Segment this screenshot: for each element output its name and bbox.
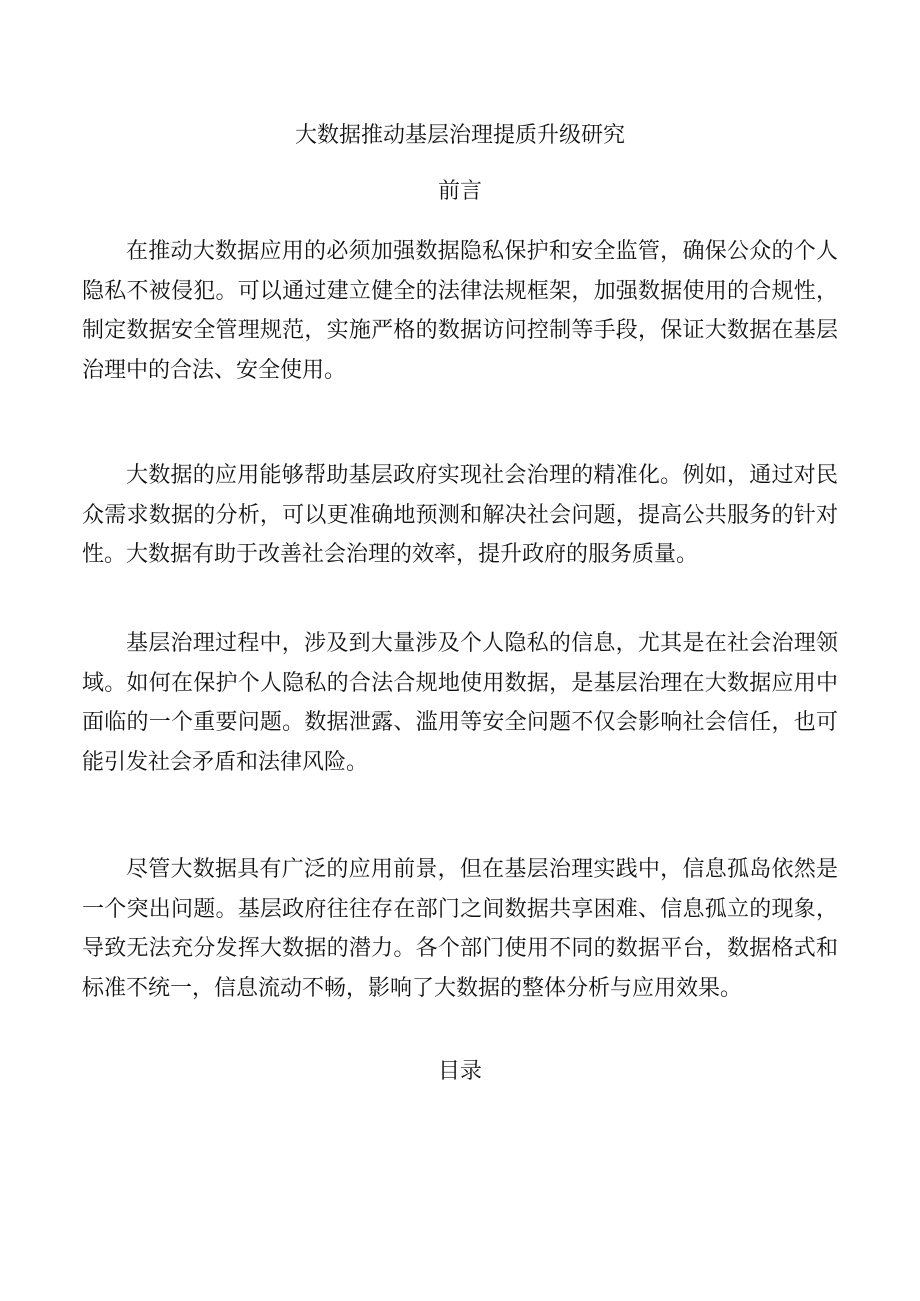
document-title: 大数据推动基层治理提质升级研究: [294, 123, 625, 148]
paragraph: 基层治理过程中，涉及到大量涉及个人隐私的信息，尤其是在社会治理领域。如何在保护个人隐私的合法合规地使用数据，是基层治理在大数据应用中面临的一个重要问题。数据泄露、滥用等安全问题不仅会影响社会信任，也可能引发社会矛盾和法律风险。: [82, 631, 838, 775]
section-heading-preface: 前言: [437, 179, 482, 204]
paragraph: 在推动大数据应用的必须加强数据隐私保护和安全监管，确保公众的个人隐私不被侵犯。可以通过建立健全的法律法规框架，加强数据使用的合规性，制定数据安全管理规范，实施严格的数据访问控制等手段，保证大数据在基层治理中的合法、安全使用。: [82, 239, 838, 383]
paragraph: 大数据的应用能够帮助基层政府实现社会治理的精准化。例如，通过对民众需求数据的分析，可以更准确地预测和解决社会问题，提高公共服务的针对性。大数据有助于改善社会治理的效率，提升政府的服务质量。: [82, 463, 838, 567]
toc-heading: 目录: [437, 1059, 482, 1084]
paragraph: 尽管大数据具有广泛的应用前景，但在基层治理实践中，信息孤岛依然是一个突出问题。基层政府往往存在部门之间数据共享困难、信息孤立的现象，导致无法充分发挥大数据的潜力。各个部门使用不同的数据平台，数据格式和标准不统一，信息流动不畅，影响了大数据的整体分析与应用效果。: [82, 857, 838, 1001]
